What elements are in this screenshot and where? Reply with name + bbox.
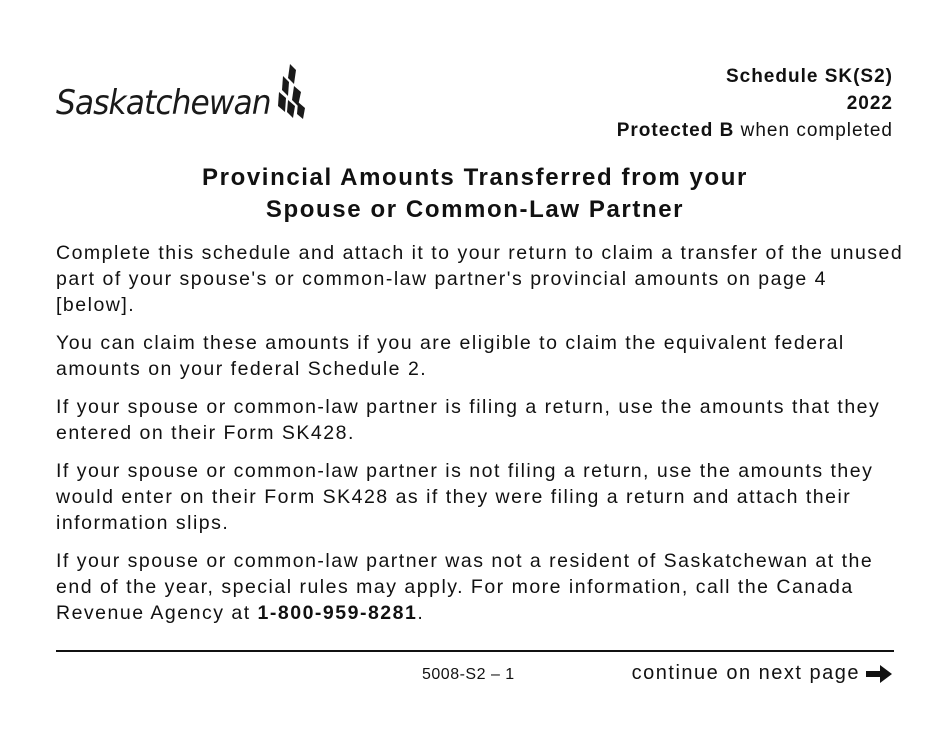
paragraph-filing-return: If your spouse or common-law partner is filing a return, use the amounts that they entered on their Form SK428. [56, 396, 881, 444]
non-resident-text: If your spouse or common-law partner was not a resident of Saskatchewan at the end of the year, special rules may apply. For more information, call the Canada Revenue Agency at [56, 550, 874, 624]
wheat-sheaf-icon [276, 62, 306, 120]
form-page-number: 5008-S2 – 1 [422, 666, 515, 683]
paragraph-non-resident [56, 548, 906, 626]
protected-notice [617, 117, 893, 144]
arrow-right-icon [864, 663, 894, 685]
protected-b: Protected B [616, 120, 735, 141]
footer-divider [56, 650, 894, 652]
continue-label: continue on next page [631, 662, 860, 684]
tax-year: 2022 [846, 93, 893, 114]
logo-wordmark: Saskatchewan [56, 83, 271, 123]
title-line-2: Spouse or Common-Law Partner [265, 196, 685, 223]
paragraph-not-filing: If your spouse or common-law partner is not filing a return, use the amounts they would enter on their Form SK428 as if they were filing a return and attach their information slips. [56, 460, 874, 534]
non-resident-end: . [417, 602, 425, 624]
continue-next-page[interactable] [632, 662, 894, 685]
page-title [0, 162, 950, 226]
paragraph-eligibility: You can claim these amounts if you are eligible to claim the equivalent federal amounts on your federal Schedule 2. [56, 332, 845, 380]
cra-phone-number: 1-800-959-8281 [257, 602, 418, 624]
title-line-1: Provincial Amounts Transferred from your [202, 164, 748, 191]
protected-rest: when completed [734, 120, 893, 141]
schedule-label: Schedule SK(S2) [725, 66, 893, 87]
instructions [56, 240, 906, 638]
form-header [617, 63, 893, 144]
saskatchewan-logo [56, 62, 289, 123]
paragraph-complete-schedule: Complete this schedule and attach it to your return to claim a transfer of the unused part of your spouse's or common-law partner's provincial amounts on page 4 [below]. [56, 242, 904, 316]
